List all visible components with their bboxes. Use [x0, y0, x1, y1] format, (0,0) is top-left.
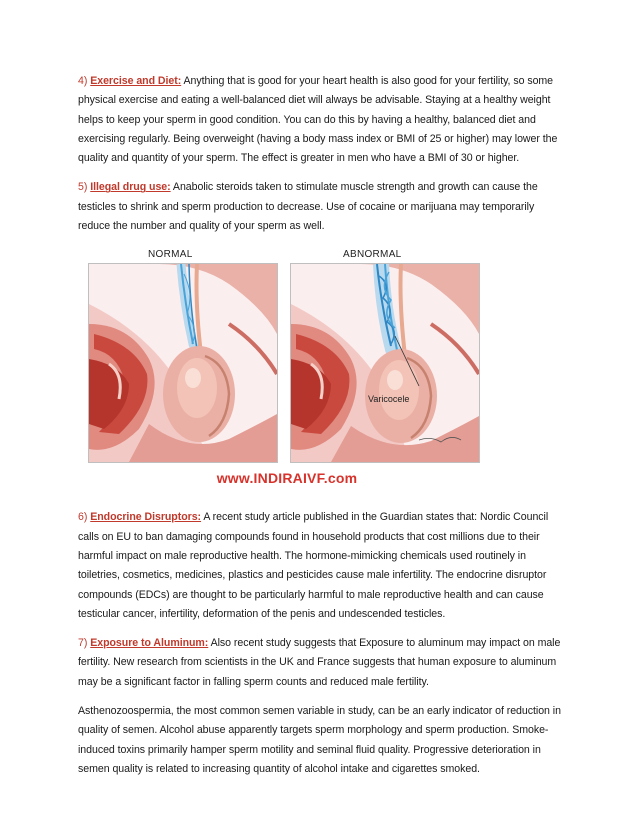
watermark-url: www.INDIRAIVF.com: [216, 470, 358, 487]
closing-paragraph: Asthenozoospermia, the most common semen variable in study, can be an early indicator of reduction in quality of semen. Alcohol abuse apparently targets sperm morphology and sperm production. Smoke-induced toxins primarily hamper sperm motility and seminal fluid quality. Progressive deterioration in semen quality is related to increasing quantity of alcohol intake and cigarettes smoked.: [78, 705, 561, 775]
section-endocrine-disruptors: [78, 508, 564, 624]
section-heading: Exposure to Aluminum:: [90, 637, 209, 650]
section-body: Also recent study suggests that Exposure to aluminum may impact on male fertility. New research from scientists in the UK and France suggests that human exposure to aluminum may be a significant factor in falling sperm counts and reduced male fertility.: [78, 637, 561, 688]
section-body: Anabolic steroids taken to stimulate muscle strength and growth can cause the testicles to shrink and sperm production to decrease. Use of cocaine or marijuana may temporarily reduce the number and quality of your sperm as well.: [78, 181, 538, 233]
section-body: A recent study article published in the Guardian states that: Nordic Council calls on EU to ban damaging compounds found in household products that cost millions due to their harmful impact on male reproductive health. The hormone-mimicking chemicals used routinely in toiletries, cosmetics, medicines, plastics and pesticides cause male infertility. The endocrine disruptor compounds (EDCs) are thought to be particularly harmful to male reproductive health and can cause testicular cancer, infertility, deformation of the penis and undescended testicles.: [78, 511, 549, 620]
section-number: 6): [78, 511, 88, 524]
section-number: 4): [78, 75, 88, 87]
normal-anatomy-image: [89, 264, 277, 462]
abnormal-anatomy-panel: [290, 263, 480, 463]
section-body: Anything that is good for your heart health is also good for your fertility, so some physical exercise and eating a well-balanced diet will always be advisable. Staying at a healthy weight helps to keep your sperm in good condition. You can do this by having a healthy, balanced diet and exercising regularly. Being overweight (having a body mass index or BMI of 25 or higher) may lower the quality and quantity of your sperm. The effect is greater in men who have a BMI of 30 or higher.: [78, 75, 558, 165]
label-abnormal: ABNORMAL: [343, 249, 402, 261]
section-heading: Exercise and Diet:: [90, 75, 182, 87]
section-exercise-diet: [78, 72, 564, 168]
label-varicocele: Varicocele: [368, 394, 410, 405]
label-normal: NORMAL: [148, 249, 193, 261]
section-exposure-aluminum: [78, 634, 564, 692]
varicocele-illustration: [88, 246, 486, 496]
document-page: [78, 72, 564, 789]
abnormal-anatomy-image: [291, 264, 479, 462]
normal-anatomy-panel: [88, 263, 278, 463]
section-heading: Endocrine Disruptors:: [90, 511, 202, 524]
section-heading: Illegal drug use:: [90, 181, 171, 194]
section-number: 5): [78, 181, 88, 194]
section-number: 7): [78, 637, 88, 650]
section-illegal-drug-use: [78, 178, 564, 236]
